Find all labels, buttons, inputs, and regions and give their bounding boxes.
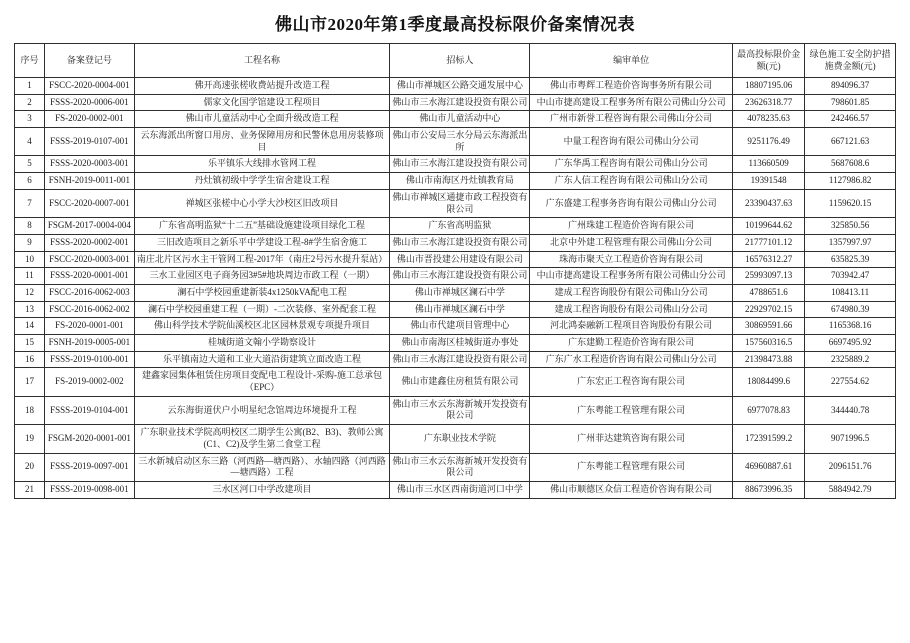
- col-green-fee: 绿色施工安全防护措施费金额(元): [805, 44, 896, 78]
- cell-max-price: 19391548: [733, 173, 805, 190]
- cell-max-price: 10199644.62: [733, 218, 805, 235]
- cell-record-id: FSSS-2020-0001-001: [44, 268, 134, 285]
- cell-record-id: FSSS-2019-0097-001: [44, 453, 134, 481]
- cell-serial: 3: [15, 111, 45, 128]
- cell-review-unit: 广东盛建工程事务咨询有限公司佛山分公司: [530, 189, 733, 217]
- cell-project-name: 三旧改造项目之新乐平中学建设工程-8#学生宿舍施工: [134, 234, 389, 251]
- cell-review-unit: 北京中外建工程管理有限公司佛山分公司: [530, 234, 733, 251]
- cell-project-name: 禅城区张槎中心小学大沙校区旧改项目: [134, 189, 389, 217]
- cell-record-id: FSGM-2017-0004-004: [44, 218, 134, 235]
- cell-max-price: 25993097.13: [733, 268, 805, 285]
- cell-serial: 16: [15, 351, 45, 368]
- cell-record-id: FSSS-2019-0107-001: [44, 128, 134, 156]
- cell-max-price: 157560316.5: [733, 335, 805, 352]
- col-record-id: 备案登记号: [44, 44, 134, 78]
- cell-serial: 14: [15, 318, 45, 335]
- table-row: [15, 335, 896, 352]
- cell-project-name: 丹灶镇初级中学学生宿舍建设工程: [134, 173, 389, 190]
- cell-project-name: 桂城街道文翰小学勘察设计: [134, 335, 389, 352]
- table-row: [15, 128, 896, 156]
- cell-review-unit: 广东宏正工程咨询有限公司: [530, 368, 733, 396]
- cell-max-price: 6977078.83: [733, 396, 805, 424]
- cell-green-fee: 325850.56: [805, 218, 896, 235]
- table-body: [15, 78, 896, 499]
- cell-review-unit: 广东粤能工程管理有限公司: [530, 453, 733, 481]
- table-row: [15, 425, 896, 453]
- cell-serial: 13: [15, 301, 45, 318]
- cell-project-name: 建鑫家园集体租赁住房项目变配电工程设计-采购-施工总承包（EPC）: [134, 368, 389, 396]
- cell-max-price: 23390437.63: [733, 189, 805, 217]
- cell-max-price: 4788651.6: [733, 284, 805, 301]
- cell-serial: 17: [15, 368, 45, 396]
- cell-review-unit: 佛山市粤辉工程造价咨询事务所有限公司: [530, 78, 733, 95]
- cell-serial: 20: [15, 453, 45, 481]
- cell-serial: 12: [15, 284, 45, 301]
- cell-review-unit: 广东建勤工程造价咨询有限公司: [530, 335, 733, 352]
- cell-tenderer: 佛山市建鑫住房租赁有限公司: [390, 368, 530, 396]
- cell-green-fee: 1127986.82: [805, 173, 896, 190]
- cell-review-unit: 广东人信工程咨询有限公司佛山分公司: [530, 173, 733, 190]
- cell-green-fee: 6697495.92: [805, 335, 896, 352]
- cell-green-fee: 635825.39: [805, 251, 896, 268]
- cell-max-price: 88673996.35: [733, 481, 805, 498]
- cell-green-fee: 894096.37: [805, 78, 896, 95]
- cell-tenderer: 佛山市三水云东海新城开发投资有限公司: [390, 453, 530, 481]
- cell-record-id: FSCC-2020-0004-001: [44, 78, 134, 95]
- cell-tenderer: 佛山市三水区西南街道河口中学: [390, 481, 530, 498]
- page-title: 佛山市2020年第1季度最高投标限价备案情况表: [275, 15, 635, 34]
- cell-project-name: 三水区河口中学改建项目: [134, 481, 389, 498]
- cell-record-id: FSSS-2019-0100-001: [44, 351, 134, 368]
- cell-max-price: 46960887.61: [733, 453, 805, 481]
- cell-record-id: FSCC-2020-0007-001: [44, 189, 134, 217]
- cell-record-id: FSCC-2020-0003-001: [44, 251, 134, 268]
- cell-review-unit: 建成工程咨询股份有限公司佛山分公司: [530, 301, 733, 318]
- cell-serial: 6: [15, 173, 45, 190]
- cell-review-unit: 珠海市聚天立工程造价咨询有限公司: [530, 251, 733, 268]
- cell-project-name: 云东海派出所窗口用房、业务保障用房和民警休息用房装修项目: [134, 128, 389, 156]
- cell-green-fee: 242466.57: [805, 111, 896, 128]
- cell-project-name: 佛山科学技术学院仙溪校区北区园林景观专项提升项目: [134, 318, 389, 335]
- cell-serial: 8: [15, 218, 45, 235]
- cell-green-fee: 674980.39: [805, 301, 896, 318]
- col-serial: 序号: [15, 44, 45, 78]
- cell-project-name: 乐平镇乐大线排水管网工程: [134, 156, 389, 173]
- cell-green-fee: 344440.78: [805, 396, 896, 424]
- cell-tenderer: 佛山市南海区丹灶镇教育局: [390, 173, 530, 190]
- cell-tenderer: 佛山市禅城区澜石中学: [390, 301, 530, 318]
- record-table: [14, 43, 896, 499]
- cell-review-unit: 广州市新誉工程咨询有限公司佛山分公司: [530, 111, 733, 128]
- cell-green-fee: 2325889.2: [805, 351, 896, 368]
- cell-max-price: 4078235.63: [733, 111, 805, 128]
- cell-review-unit: 中山市捷高建设工程事务所有限公司佛山分公司: [530, 268, 733, 285]
- cell-green-fee: 5884942.79: [805, 481, 896, 498]
- cell-review-unit: 广州菲达建筑咨询有限公司: [530, 425, 733, 453]
- cell-green-fee: 9071996.5: [805, 425, 896, 453]
- cell-review-unit: 建成工程咨询股份有限公司佛山分公司: [530, 284, 733, 301]
- cell-tenderer: 佛山市三水海江建设投资有限公司: [390, 156, 530, 173]
- cell-green-fee: 667121.63: [805, 128, 896, 156]
- cell-max-price: 16576312.27: [733, 251, 805, 268]
- table-row: [15, 251, 896, 268]
- cell-green-fee: 5687608.6: [805, 156, 896, 173]
- table-row: [15, 268, 896, 285]
- cell-tenderer: 佛山市三水海江建设投资有限公司: [390, 94, 530, 111]
- cell-record-id: FSSS-2020-0006-001: [44, 94, 134, 111]
- col-review-unit: 编审单位: [530, 44, 733, 78]
- cell-tenderer: 佛山市三水海江建设投资有限公司: [390, 351, 530, 368]
- cell-serial: 2: [15, 94, 45, 111]
- table-row: [15, 351, 896, 368]
- cell-project-name: 广东职业技术学院高明校区二期学生公寓(B2、B3)、教师公寓(C1、C2)及学生第二食堂工程: [134, 425, 389, 453]
- cell-max-price: 113660509: [733, 156, 805, 173]
- cell-tenderer: 佛山市公安局三水分局云东海派出所: [390, 128, 530, 156]
- table-row: [15, 189, 896, 217]
- cell-project-name: 佛开高速张槎收费站提升改造工程: [134, 78, 389, 95]
- cell-tenderer: 佛山市三水海江建设投资有限公司: [390, 268, 530, 285]
- cell-green-fee: 2096151.76: [805, 453, 896, 481]
- cell-project-name: 南庄北片区污水主干管网工程-2017年（南庄2号污水提升泵站）: [134, 251, 389, 268]
- cell-serial: 1: [15, 78, 45, 95]
- cell-max-price: 172391599.2: [733, 425, 805, 453]
- cell-record-id: FSSS-2020-0003-001: [44, 156, 134, 173]
- cell-serial: 5: [15, 156, 45, 173]
- cell-record-id: FS-2019-0002-002: [44, 368, 134, 396]
- cell-tenderer: 广东职业技术学院: [390, 425, 530, 453]
- cell-record-id: FSCC-2016-0062-003: [44, 284, 134, 301]
- table-row: [15, 453, 896, 481]
- cell-tenderer: 佛山市禅城区公路交通发展中心: [390, 78, 530, 95]
- cell-record-id: FSSS-2019-0098-001: [44, 481, 134, 498]
- cell-green-fee: 1159620.15: [805, 189, 896, 217]
- cell-project-name: 乐平镇南边大道和工业大道沿街建筑立面改造工程: [134, 351, 389, 368]
- cell-green-fee: 703942.47: [805, 268, 896, 285]
- cell-max-price: 30869591.66: [733, 318, 805, 335]
- cell-serial: 9: [15, 234, 45, 251]
- cell-review-unit: 河北鸿泰融新工程项目咨询股份有限公司: [530, 318, 733, 335]
- cell-tenderer: 佛山市南海区桂城街道办事处: [390, 335, 530, 352]
- cell-max-price: 22929702.15: [733, 301, 805, 318]
- cell-review-unit: 广东粤能工程管理有限公司: [530, 396, 733, 424]
- cell-project-name: 云东海街道伏户小明星纪念馆周边环境提升工程: [134, 396, 389, 424]
- table-row: [15, 156, 896, 173]
- cell-serial: 19: [15, 425, 45, 453]
- table-row: [15, 173, 896, 190]
- cell-tenderer: 佛山市儿童活动中心: [390, 111, 530, 128]
- cell-serial: 21: [15, 481, 45, 498]
- cell-project-name: 广东省高明监狱“十二五”基础设施建设项目绿化工程: [134, 218, 389, 235]
- col-tenderer: 招标人: [390, 44, 530, 78]
- cell-record-id: FSNH-2019-0011-001: [44, 173, 134, 190]
- table-row: [15, 318, 896, 335]
- table-row: [15, 111, 896, 128]
- cell-max-price: 18807195.06: [733, 78, 805, 95]
- col-project-name: 工程名称: [134, 44, 389, 78]
- cell-serial: 4: [15, 128, 45, 156]
- col-max-price: 最高投标限价金额(元): [733, 44, 805, 78]
- cell-tenderer: 佛山市三水海江建设投资有限公司: [390, 234, 530, 251]
- cell-serial: 7: [15, 189, 45, 217]
- cell-tenderer: 佛山市三水云东海新城开发投资有限公司: [390, 396, 530, 424]
- cell-serial: 18: [15, 396, 45, 424]
- cell-max-price: 23626318.77: [733, 94, 805, 111]
- cell-review-unit: 广东广水工程造价咨询有限公司佛山分公司: [530, 351, 733, 368]
- cell-green-fee: 1165368.16: [805, 318, 896, 335]
- table-row: [15, 368, 896, 396]
- table-row: [15, 94, 896, 111]
- cell-record-id: FS-2020-0002-001: [44, 111, 134, 128]
- cell-project-name: 佛山市儿童活动中心全面升级改造工程: [134, 111, 389, 128]
- cell-tenderer: 广东省高明监狱: [390, 218, 530, 235]
- table-header: [15, 44, 896, 78]
- cell-tenderer: 佛山市禅城区澜石中学: [390, 284, 530, 301]
- cell-green-fee: 1357997.97: [805, 234, 896, 251]
- table-row: [15, 234, 896, 251]
- cell-tenderer: 佛山市代建项目管理中心: [390, 318, 530, 335]
- cell-green-fee: 227554.62: [805, 368, 896, 396]
- cell-max-price: 18084499.6: [733, 368, 805, 396]
- cell-record-id: FS-2020-0001-001: [44, 318, 134, 335]
- cell-project-name: 三水工业园区电子商务园3#5#地块周边市政工程（一期）: [134, 268, 389, 285]
- cell-project-name: 澜石中学校园重建工程（一期）-二次装修、室外配套工程: [134, 301, 389, 318]
- cell-review-unit: 中山市捷高建设工程事务所有限公司佛山分公司: [530, 94, 733, 111]
- table-row: [15, 218, 896, 235]
- table-row: [15, 481, 896, 498]
- cell-record-id: FSSS-2019-0104-001: [44, 396, 134, 424]
- table-row: [15, 78, 896, 95]
- cell-green-fee: 108413.11: [805, 284, 896, 301]
- cell-project-name: 儒家文化国学馆建设工程项目: [134, 94, 389, 111]
- header-row: [15, 44, 896, 78]
- cell-review-unit: 中量工程咨询有限公司佛山分公司: [530, 128, 733, 156]
- cell-review-unit: 广州珠建工程造价咨询有限公司: [530, 218, 733, 235]
- cell-project-name: 澜石中学校园重建新装4x1250kVA配电工程: [134, 284, 389, 301]
- cell-max-price: 21398473.88: [733, 351, 805, 368]
- cell-review-unit: 佛山市顺德区众信工程造价咨询有限公司: [530, 481, 733, 498]
- cell-tenderer: 佛山市晋投建公用建设有限公司: [390, 251, 530, 268]
- cell-review-unit: 广东华禹工程咨询有限公司佛山分公司: [530, 156, 733, 173]
- cell-max-price: 9251176.49: [733, 128, 805, 156]
- table-row: [15, 284, 896, 301]
- cell-serial: 10: [15, 251, 45, 268]
- cell-record-id: FSCC-2016-0062-002: [44, 301, 134, 318]
- cell-serial: 11: [15, 268, 45, 285]
- table-row: [15, 301, 896, 318]
- cell-tenderer: 佛山市禅城区通捷市政工程投资有限公司: [390, 189, 530, 217]
- cell-record-id: FSSS-2020-0002-001: [44, 234, 134, 251]
- table-row: [15, 396, 896, 424]
- cell-serial: 15: [15, 335, 45, 352]
- cell-project-name: 三水新城启动区东三路（河西路—塘西路）、水轴四路（河西路—塘西路）工程: [134, 453, 389, 481]
- cell-max-price: 21777101.12: [733, 234, 805, 251]
- cell-record-id: FSGM-2020-0001-001: [44, 425, 134, 453]
- cell-green-fee: 798601.85: [805, 94, 896, 111]
- cell-record-id: FSNH-2019-0005-001: [44, 335, 134, 352]
